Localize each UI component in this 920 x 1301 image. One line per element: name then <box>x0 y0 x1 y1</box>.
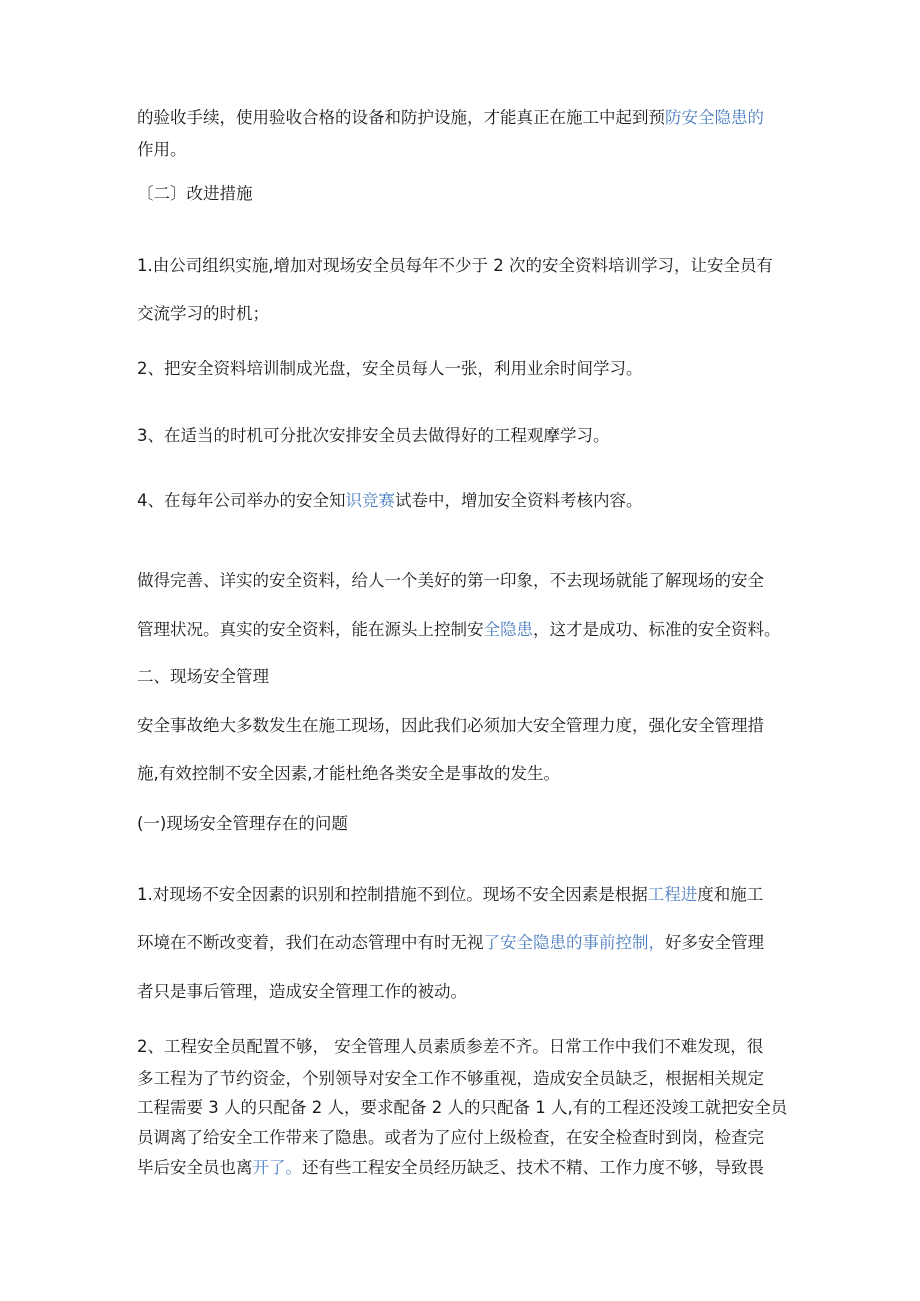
text-line: 1.由公司组织实施,增加对现场安全员每年不少于 2 次的安全资料培训学习，让安全员有 <box>137 256 773 275</box>
text-line: 作用。 <box>137 140 187 159</box>
text-line: 2、工程安全员配置不够， 安全管理人员素质参差不齐。日常工作中我们不难发现，很 <box>137 1037 764 1056</box>
text-line: 施,有效控制不安全因素,才能杜绝各类安全是事故的发生。 <box>137 764 560 783</box>
text-link[interactable]: 全隐患 <box>483 620 533 639</box>
text-link[interactable]: 工程进 <box>647 885 698 904</box>
text-line: 员调离了给安全工作带来了隐患。或者为了应付上级检查，在安全检查时到岗，检查完 <box>137 1128 764 1147</box>
text-line: 的验收手续，使用验收合格的设备和防护设施，才能真正在施工中起到预防安全隐患的 <box>137 108 764 127</box>
text-line: 毕后安全员也离开了。还有些工程安全员经历缺乏、技术不精、工作力度不够，导致畏 <box>137 1158 764 1177</box>
section-heading: (一)现场安全管理存在的问题 <box>137 814 348 833</box>
text-line: 1.对现场不安全因素的识别和控制措施不到位。现场不安全因素是根据工程进度和施工 <box>137 885 764 904</box>
text-link[interactable]: 防安全隐患的 <box>665 108 764 127</box>
text-link[interactable]: 了安全隐患的事前控制， <box>483 933 665 952</box>
section-heading: 二、现场安全管理 <box>137 667 269 686</box>
text-line: 者只是事后管理，造成安全管理工作的被动。 <box>137 982 467 1001</box>
text-line: 3、在适当的时机可分批次安排安全员去做得好的工程观摩学习。 <box>137 426 610 445</box>
text-link[interactable]: 识竞赛 <box>345 491 395 510</box>
text-line: 做得完善、详实的安全资料，给人一个美好的第一印象，不去现场就能了解现场的安全 <box>137 571 764 590</box>
text-line: 环境在不断改变着，我们在动态管理中有时无视了安全隐患的事前控制，好多安全管理 <box>137 933 764 952</box>
text-line: 安全事故绝大多数发生在施工现场，因此我们必须加大安全管理力度，强化安全管理措 <box>137 716 764 735</box>
text-link[interactable]: 开了。 <box>252 1158 302 1177</box>
text-line: 工程需要 3 人的只配备 2 人，要求配备 2 人的只配备 1 人,有的工程还没竣工就把安全员 <box>137 1098 788 1117</box>
text-line: 管理状况。真实的安全资料，能在源头上控制安全隐患，这才是成功、标准的安全资料。 <box>137 620 781 639</box>
text-line: 交流学习的时机； <box>137 304 269 323</box>
text-line: 4、在每年公司举办的安全知识竞赛试卷中，增加安全资料考核内容。 <box>137 491 643 510</box>
text-line: 2、把安全资料培训制成光盘，安全员每人一张，利用业余时间学习。 <box>137 359 643 378</box>
section-heading: 〔二〕改进措施 <box>137 184 253 203</box>
text-line: 多工程为了节约资金，个别领导对安全工作不够重视，造成安全员缺乏，根据相关规定 <box>137 1069 764 1088</box>
